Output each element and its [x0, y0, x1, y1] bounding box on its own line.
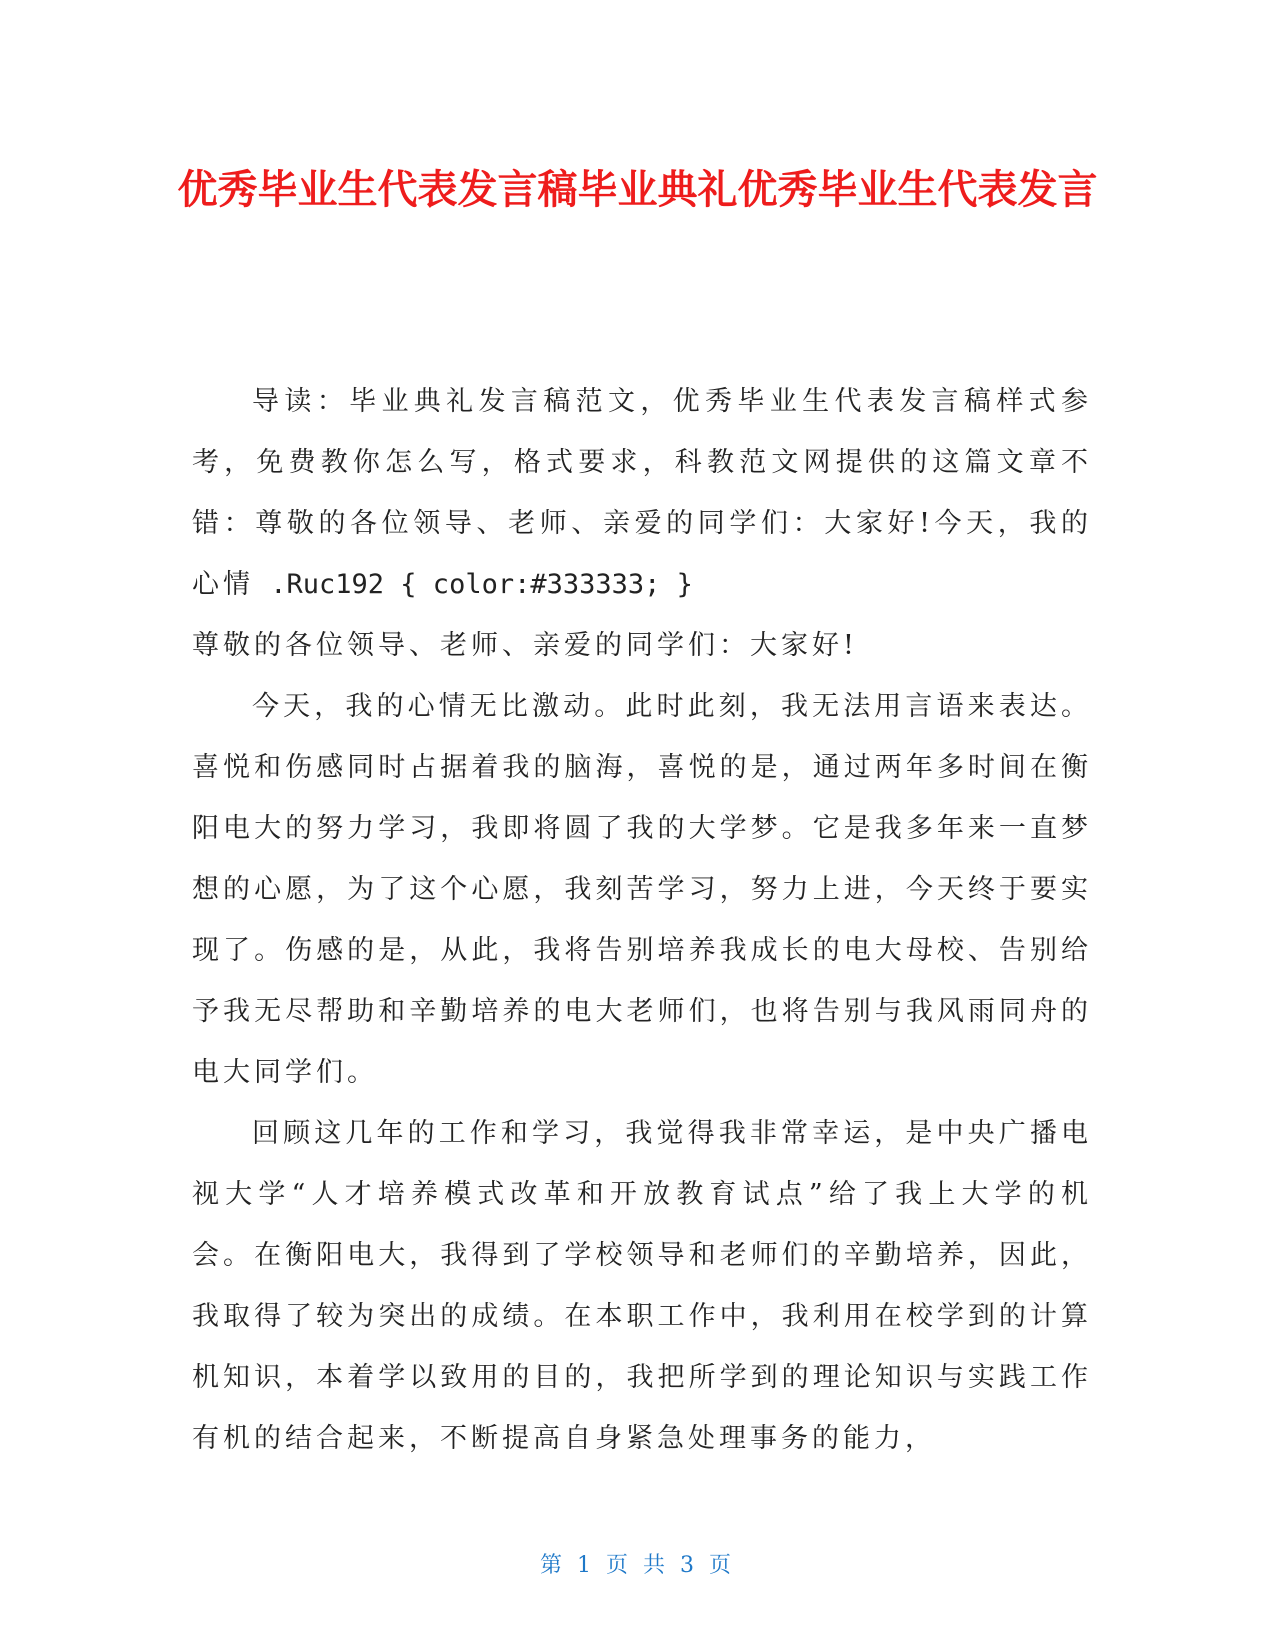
page-number-footer: 第 1 页 共 3 页: [540, 1553, 735, 1578]
css-snippet-text: .Ruc192 { color:#333333; }: [254, 569, 693, 600]
document-title: 优秀毕业生代表发言稿毕业典礼优秀毕业生代表发言: [177, 167, 1098, 213]
document-body: [192, 371, 1092, 1469]
greeting-paragraph: 尊敬的各位领导、老师、亲爱的同学们：大家好!: [192, 630, 858, 661]
intro-text: 导读：毕业典礼发言稿范文，优秀毕业生代表发言稿样式参考，免费教你怎么写，格式要求，科教范文网提供的这篇文章不错：尊敬的各位领导、老师、亲爱的同学们：大家好!今天，我的心情: [192, 386, 1092, 600]
body-paragraph-2: 回顾这几年的工作和学习，我觉得我非常幸运，是中央广播电视大学“人才培养模式改革和开放教育试点”给了我上大学的机会。在衡阳电大，我得到了学校领导和老师们的辛勤培养，因此，我取得了较为突出的成绩。在本职工作中，我利用在校学到的计算机知识，本着学以致用的目的，我把所学到的理论知识与实践工作有机的结合起来，不断提高自身紧急处理事务的能力，: [192, 1118, 1092, 1454]
body-paragraph-1: 今天，我的心情无比激动。此时此刻，我无法用言语来表达。喜悦和伤感同时占据着我的脑海，喜悦的是，通过两年多时间在衡阳电大的努力学习，我即将圆了我的大学梦。它是我多年来一直梦想的心愿，为了这个心愿，我刻苦学习，努力上进，今天终于要实现了。伤感的是，从此，我将告别培养我成长的电大母校、告别给予我无尽帮助和辛勤培养的电大老师们，也将告别与我风雨同舟的电大同学们。: [192, 691, 1092, 1088]
intro-paragraph: [192, 371, 1092, 615]
